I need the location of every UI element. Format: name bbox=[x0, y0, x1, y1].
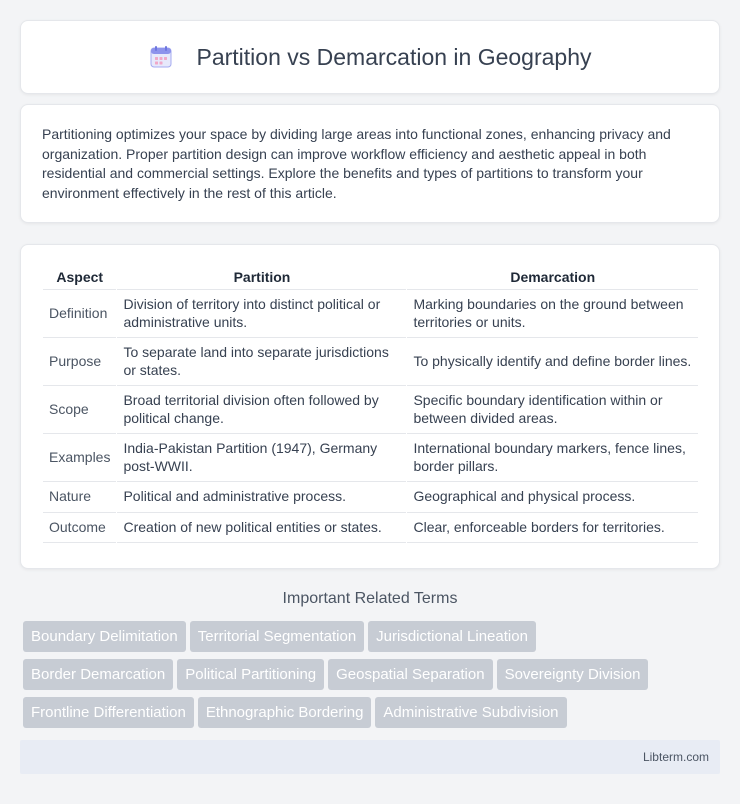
partition-cell: Creation of new political entities or states. bbox=[117, 513, 406, 544]
table-row bbox=[43, 482, 698, 513]
aspect-cell: Purpose bbox=[43, 338, 116, 386]
related-terms-title: Important Related Terms bbox=[282, 590, 458, 607]
partition-cell: Division of territory into distinct political or administrative units. bbox=[117, 290, 406, 338]
related-tags bbox=[23, 621, 723, 735]
table-row bbox=[43, 290, 698, 338]
column-header-aspect: Aspect bbox=[43, 265, 116, 290]
table-header-row bbox=[43, 265, 698, 290]
aspect-cell: Nature bbox=[43, 482, 116, 513]
tag-border-demarcation[interactable]: Border Demarcation bbox=[23, 659, 173, 690]
aspect-cell: Examples bbox=[43, 434, 116, 482]
table-row bbox=[43, 513, 698, 544]
tag-sovereignty-division[interactable]: Sovereignty Division bbox=[497, 659, 649, 690]
calendar-icon bbox=[148, 44, 174, 70]
partition-cell: India-Pakistan Partition (1947), Germany post-WWII. bbox=[117, 434, 406, 482]
comparison-card bbox=[20, 244, 720, 569]
table-row bbox=[43, 434, 698, 482]
demarcation-cell: Clear, enforceable borders for territories. bbox=[407, 513, 698, 544]
comparison-table bbox=[42, 265, 699, 543]
aspect-cell: Definition bbox=[43, 290, 116, 338]
aspect-cell: Outcome bbox=[43, 513, 116, 544]
header-card bbox=[20, 20, 720, 94]
footer bbox=[20, 740, 720, 774]
tag-political-partitioning[interactable]: Political Partitioning bbox=[177, 659, 324, 690]
demarcation-cell: Specific boundary identification within or between divided areas. bbox=[407, 386, 698, 434]
aspect-cell: Scope bbox=[43, 386, 116, 434]
table-row bbox=[43, 386, 698, 434]
intro-card bbox=[20, 104, 720, 223]
tag-boundary-delimitation[interactable]: Boundary Delimitation bbox=[23, 621, 186, 652]
related-terms-section bbox=[20, 590, 720, 608]
tag-territorial-segmentation[interactable]: Territorial Segmentation bbox=[190, 621, 364, 652]
tag-ethnographic-bordering[interactable]: Ethnographic Bordering bbox=[198, 697, 372, 728]
table-row bbox=[43, 338, 698, 386]
page-title: Partition vs Demarcation in Geography bbox=[196, 43, 592, 70]
tag-geospatial-separation[interactable]: Geospatial Separation bbox=[328, 659, 492, 690]
partition-cell: Political and administrative process. bbox=[117, 482, 406, 513]
demarcation-cell: International boundary markers, fence lines, border pillars. bbox=[407, 434, 698, 482]
tag-frontline-differentiation[interactable]: Frontline Differentiation bbox=[23, 697, 194, 728]
column-header-partition: Partition bbox=[117, 265, 406, 290]
partition-cell: To separate land into separate jurisdictions or states. bbox=[117, 338, 406, 386]
partition-cell: Broad territorial division often followed by political change. bbox=[117, 386, 406, 434]
footer-link[interactable]: Libterm.com bbox=[642, 750, 709, 764]
tag-jurisdictional-lineation[interactable]: Jurisdictional Lineation bbox=[368, 621, 536, 652]
column-header-demarcation: Demarcation bbox=[407, 265, 698, 290]
intro-text: Partitioning optimizes your space by dividing large areas into functional zones, enhancing privacy and organization. Proper partition design can improve workflow efficiency and aesthetic appeal in both residential and commercial settings. Explore the benefits and types of partitions to transform your environment effectively in the rest of this article. bbox=[42, 126, 671, 201]
demarcation-cell: Marking boundaries on the ground between territories or units. bbox=[407, 290, 698, 338]
tag-administrative-subdivision[interactable]: Administrative Subdivision bbox=[375, 697, 566, 728]
demarcation-cell: To physically identify and define border lines. bbox=[407, 338, 698, 386]
demarcation-cell: Geographical and physical process. bbox=[407, 482, 698, 513]
